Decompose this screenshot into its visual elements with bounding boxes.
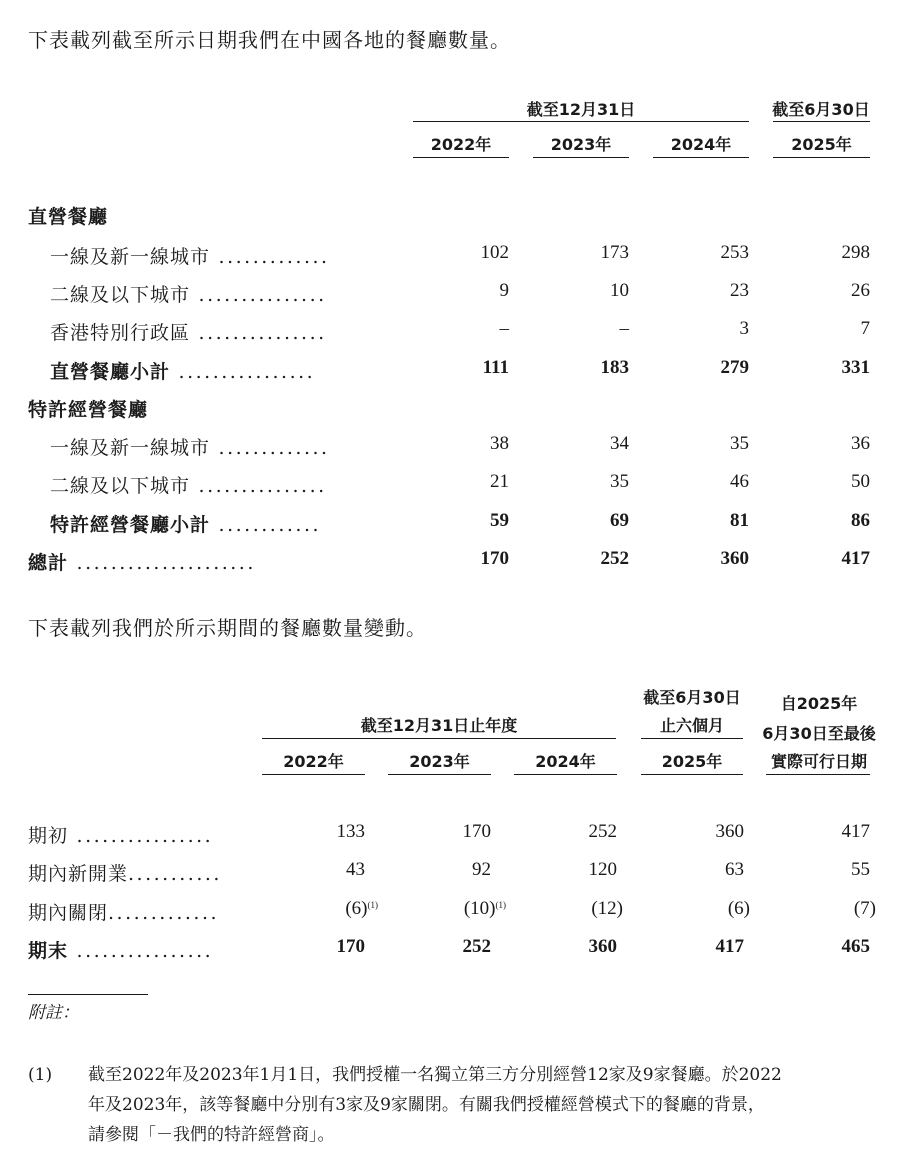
table-cell: 23 — [730, 280, 749, 301]
table1-col-rule — [653, 157, 749, 158]
footnote-marker: (1) — [28, 1065, 53, 1085]
table1-col-rule — [773, 157, 870, 158]
table-row-label: 二線及以下城市 ............... — [50, 284, 327, 306]
table1-group-rule-a — [413, 121, 749, 122]
table1-group-header-jun30: 截至6月30日 — [772, 100, 870, 119]
table2-col-rule — [262, 774, 365, 775]
table-cell: 63 — [725, 859, 744, 880]
table-cell: 55 — [851, 859, 870, 880]
table-cell: 170 — [336, 936, 365, 957]
table-cell: 36 — [851, 433, 870, 454]
table1-col-rule — [413, 157, 509, 158]
table-cell: 111 — [482, 357, 509, 378]
table-cell: $(6)^{(1)}$ — [345, 898, 378, 919]
table-cell: 34 — [610, 433, 629, 454]
table1-col-2022: 2022年 — [430, 135, 492, 154]
table1-col-rule — [533, 157, 629, 158]
table-cell: 170 — [462, 821, 491, 842]
table-row-label-subtotal: 特許經營餐廳小計 ............ — [50, 514, 322, 536]
table1-col-2024: 2024年 — [670, 135, 732, 154]
table-cell: (7) — [853, 898, 876, 919]
table-cell: 417 — [715, 936, 744, 957]
table1-col-2023: 2023年 — [550, 135, 612, 154]
table2-group-header-latest-1: 自2025年 — [780, 694, 858, 713]
table-cell: 252 — [588, 821, 617, 842]
table-row-label-total: 總計 ..................... — [28, 552, 256, 574]
table1-col-2025: 2025年 — [791, 135, 852, 154]
table-cell: 43 — [346, 859, 365, 880]
table-cell: 69 — [610, 510, 629, 531]
table-cell: 331 — [841, 357, 870, 378]
table-row-label: 一線及新一線城市 ............. — [50, 246, 330, 268]
intro-text-2: 下表載列我們於所示期間的餐廳數量變動。 — [28, 616, 427, 640]
footnote-line-3: 請參閱「－我們的特許經營商」。 — [88, 1125, 335, 1145]
table2-col-2023: 2023年 — [409, 752, 470, 771]
table-row-label-subtotal: 直營餐廳小計 ................ — [50, 361, 316, 383]
table-cell: 86 — [851, 510, 870, 531]
table-cell: 35 — [730, 433, 749, 454]
table-cell: 417 — [841, 821, 870, 842]
table-cell: 279 — [720, 357, 749, 378]
table-cell: 253 — [720, 242, 749, 263]
table-cell: 81 — [730, 510, 749, 531]
table-cell: 102 — [480, 242, 509, 263]
table2-col-2025: 2025年 — [661, 752, 723, 771]
table-cell: 417 — [841, 548, 870, 569]
table-cell: (12) — [591, 898, 623, 919]
table1-group-header-dec31: 截至12月31日 — [526, 100, 636, 119]
table-row-label: 二線及以下城市 ............... — [50, 475, 327, 497]
table2-group-header-six-months-1: 截至6月30日 — [643, 688, 741, 707]
table-cell: – — [619, 318, 629, 339]
table-cell: 9 — [499, 280, 509, 301]
table-cell: 92 — [472, 859, 491, 880]
table-cell: 120 — [588, 859, 617, 880]
section-title-direct: 直營餐廳 — [28, 206, 109, 228]
footnote-ref: (1) — [367, 900, 378, 910]
table-cell: 173 — [600, 242, 629, 263]
table2-group-header-six-months-2: 止六個月 — [659, 716, 724, 735]
table-row-label: 期初 ................ — [28, 825, 214, 847]
table2-col-rule — [388, 774, 491, 775]
table-cell: 38 — [490, 433, 509, 454]
table-cell: (6) — [727, 898, 750, 919]
table-row-label-end: 期末 ................ — [28, 940, 214, 962]
table-row-label: 期內新開業........... — [28, 863, 222, 885]
table-cell: 465 — [841, 936, 870, 957]
table-row-label: 香港特別行政區 ............... — [50, 322, 327, 344]
table2-group-rule-a — [262, 738, 616, 739]
section-title-franchise: 特許經營餐廳 — [28, 399, 149, 421]
table2-col-2022: 2022年 — [283, 752, 344, 771]
table-cell: 3 — [739, 318, 749, 339]
table-cell: 133 — [336, 821, 365, 842]
table2-group-rule-c — [766, 774, 870, 775]
table-cell: 183 — [600, 357, 629, 378]
intro-text-1: 下表載列截至所示日期我們在中國各地的餐廳數量。 — [28, 28, 511, 52]
table-cell: $(10)^{(1)}$ — [463, 898, 506, 919]
table-row-label: 一線及新一線城市 ............. — [50, 437, 330, 459]
table1-group-rule-b — [773, 121, 870, 122]
table2-col-rule — [514, 774, 617, 775]
table-cell: 26 — [851, 280, 870, 301]
footnote-line-2: 年及2023年，該等餐廳中分別有3家及9家關閉。有關我們授權經營模式下的餐廳的背景， — [88, 1095, 765, 1115]
table-cell: 360 — [715, 821, 744, 842]
table-cell: 252 — [462, 936, 491, 957]
table-cell: – — [499, 318, 509, 339]
table-cell: 21 — [490, 471, 509, 492]
table2-group-header-year: 截至12月31日止年度 — [360, 716, 518, 735]
table-cell: 7 — [860, 318, 870, 339]
table2-group-header-latest-3: 實際可行日期 — [770, 752, 867, 771]
table-cell: 59 — [490, 510, 509, 531]
notes-divider — [28, 994, 148, 995]
footnote-line-1: 截至2022年及2023年1月1日，我們授權一名獨立第三方分別經營12家及9家餐廳。於2022 — [88, 1065, 782, 1085]
table2-group-rule-b — [641, 738, 743, 739]
table2-group-header-latest-2: 6月30日至最後 — [762, 724, 876, 743]
table-cell: 360 — [588, 936, 617, 957]
table-cell: 252 — [600, 548, 629, 569]
footnote-ref: (1) — [495, 900, 506, 910]
table-row-label: 期內關閉............. — [28, 902, 220, 924]
table-cell: 10 — [610, 280, 629, 301]
table-cell: 360 — [720, 548, 749, 569]
table-cell: 298 — [841, 242, 870, 263]
notes-title: 附註： — [28, 1003, 79, 1023]
table-cell: 46 — [730, 471, 749, 492]
table-cell: 170 — [480, 548, 509, 569]
table2-col-2024: 2024年 — [535, 752, 596, 771]
table-cell: 50 — [851, 471, 870, 492]
table2-col-rule — [641, 774, 743, 775]
table-cell: 35 — [610, 471, 629, 492]
